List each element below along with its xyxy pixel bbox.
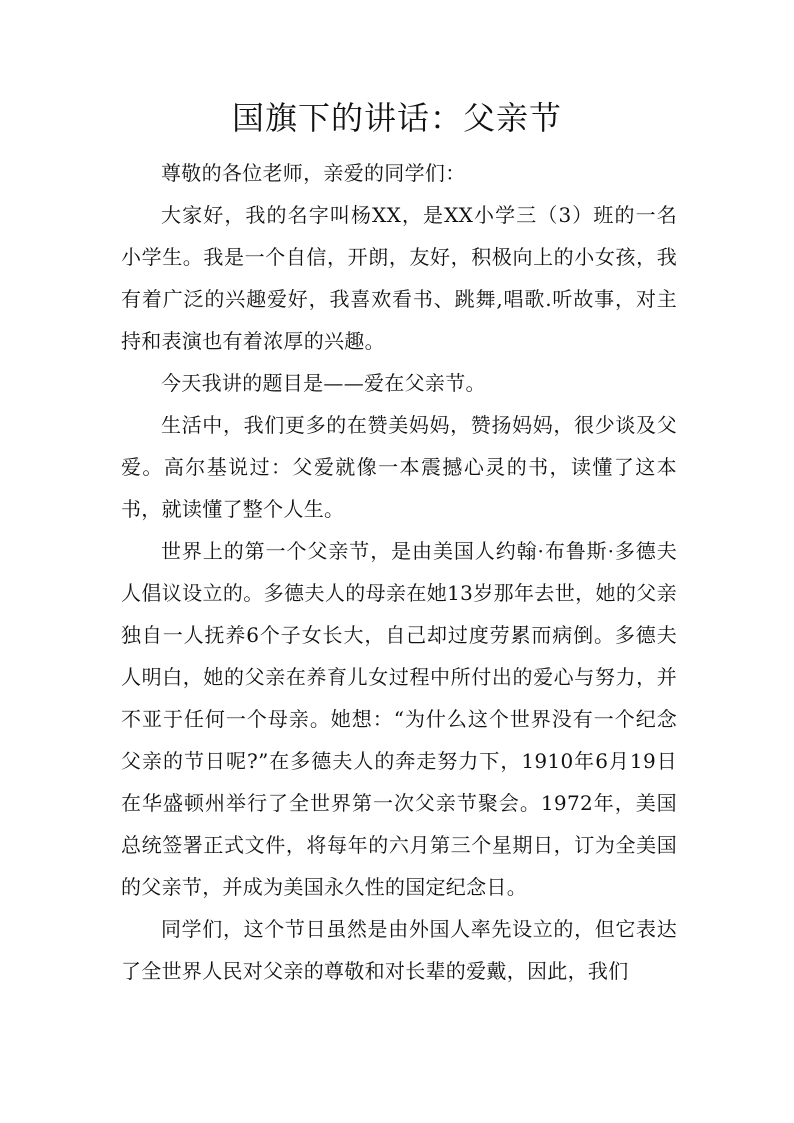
paragraph-greeting: 尊敬的各位老师，亲爱的同学们： [161,161,466,185]
paragraph-history: 世界上的第一个父亲节，是由美国人约翰·布鲁斯·多德夫人倡议设立的。多德夫人的母亲在她13岁那年去世，她的父亲独自一人抚养6个子女长大，自己却过度劳累而病倒。多德夫人明白，她的父亲在养育儿女过程中所付出的爱心与努力，并不亚于任何一个母亲。她想：“为什么这个世界没有一个纪念父亲的节日呢?”在多德夫人的奔走努力下，1910年6月19日在华盛顿州举行了全世界第一次父亲节聚会。1972年，美国总统签署正式文件，将每年的六月第三个星期日，订为全美国的父亲节，并成为美国永久性的国定纪念日。 [121,539,677,899]
paragraph-fatherly-love: 生活中，我们更多的在赞美妈妈，赞扬妈妈，很少谈及父爱。高尔基说过：父爱就像一本震撼心灵的书，读懂了这本书，就读懂了整个人生。 [121,413,677,521]
paragraph-topic: 今天我讲的题目是——爱在父亲节。 [161,371,486,395]
document-title: 国旗下的讲话：父亲节 [231,99,562,137]
paragraph-self-introduction: 大家好，我的名字叫杨XX，是XX小学三（3）班的一名小学生。我是一个自信，开朗，友好，积极向上的小女孩，我有着广泛的兴趣爱好，我喜欢看书、跳舞,唱歌.听故事，对主持和表演也有着浓厚的兴趣。 [121,203,677,353]
paragraph-meaning: 同学们，这个节日虽然是由外国人率先设立的，但它表达了全世界人民对父亲的尊敬和对长辈的爱戴，因此，我们 [121,917,677,983]
document-body [121,152,677,992]
